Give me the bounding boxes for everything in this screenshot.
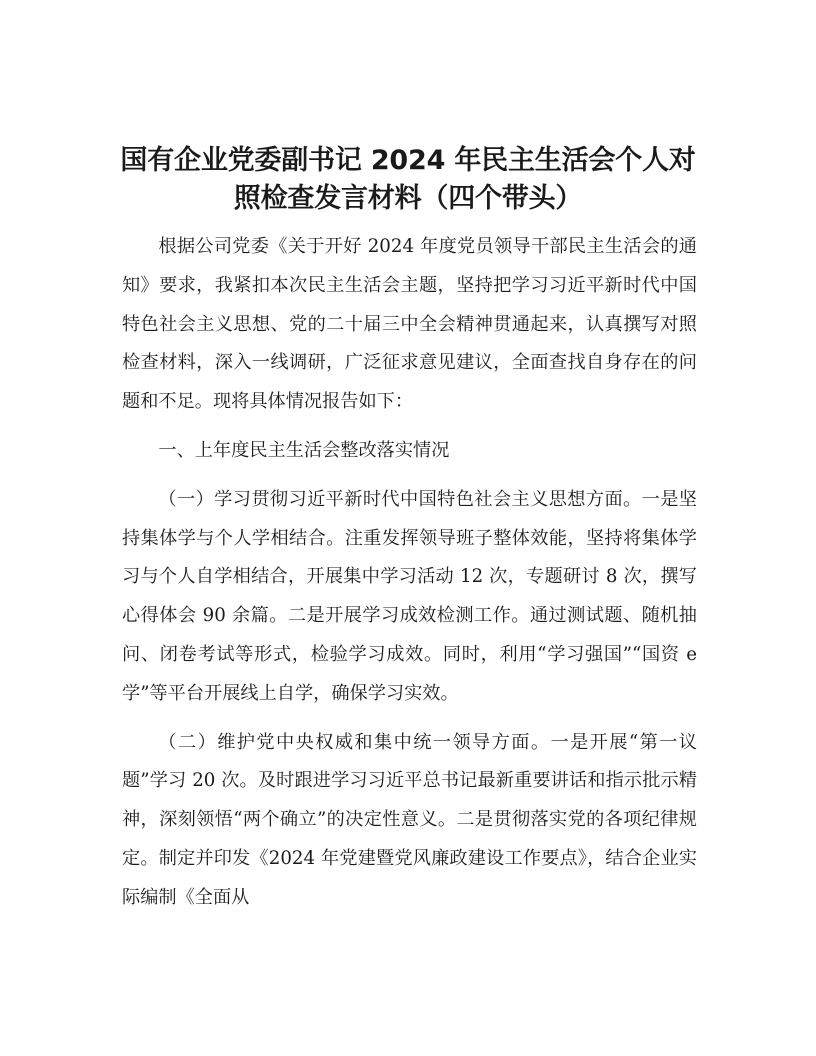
paragraph-gap	[122, 714, 697, 724]
section-heading: 一、上年度民主生活会整改落实情况	[158, 439, 450, 461]
paragraph-gap	[122, 422, 697, 432]
intro-paragraph: 根据公司党委《关于开好 2024 年度党员领导干部民主生活会的通知》要求，我紧扣本次民主生活会主题，坚持把学习习近平新时代中国特色社会主义思想、党的二十届三中全会精神贯通起来，认真撰写对照检查材料，深入一线调研，广泛征求意见建议，全面查找自身存在的问题和不足。现将具体情况报告如下：	[122, 236, 697, 413]
document-title	[112, 142, 704, 218]
title-line-2: 照检查发言材料（四个带头）	[233, 183, 583, 214]
section-item-1: （一）学习贯彻习近平新时代中国特色社会主义思想方面。一是坚持集体学与个人学相结合。注重发挥领导班子整体效能，坚持将集体学习与个人自学相结合，开展集中学习活动 12 次，专题研讨 8 次，撰写心得体会 90 余篇。二是开展学习成效检测工作。通过测试题、随机抽问、闭卷考试等形式，检验学习成效。同时，利用“学习强国”“国资 e 学”等平台开展线上自学，确保学习实效。	[122, 488, 697, 704]
paragraph-gap	[122, 471, 697, 481]
section-item-2: （二）维护党中央权威和集中统一领导方面。一是开展“第一议题”学习 20 次。及时跟进学习习近平总书记最新重要讲话和指示批示精神，深刻领悟“两个确立”的决定性意义。二是贯彻落实党的各项纪律规定。制定并印发《2024 年党建暨党风廉政建设工作要点》，结合企业实际编制《全面从	[122, 731, 697, 908]
title-line-1: 国有企业党委副书记 2024 年民主生活会个人对	[120, 145, 696, 176]
document-body	[122, 228, 697, 918]
